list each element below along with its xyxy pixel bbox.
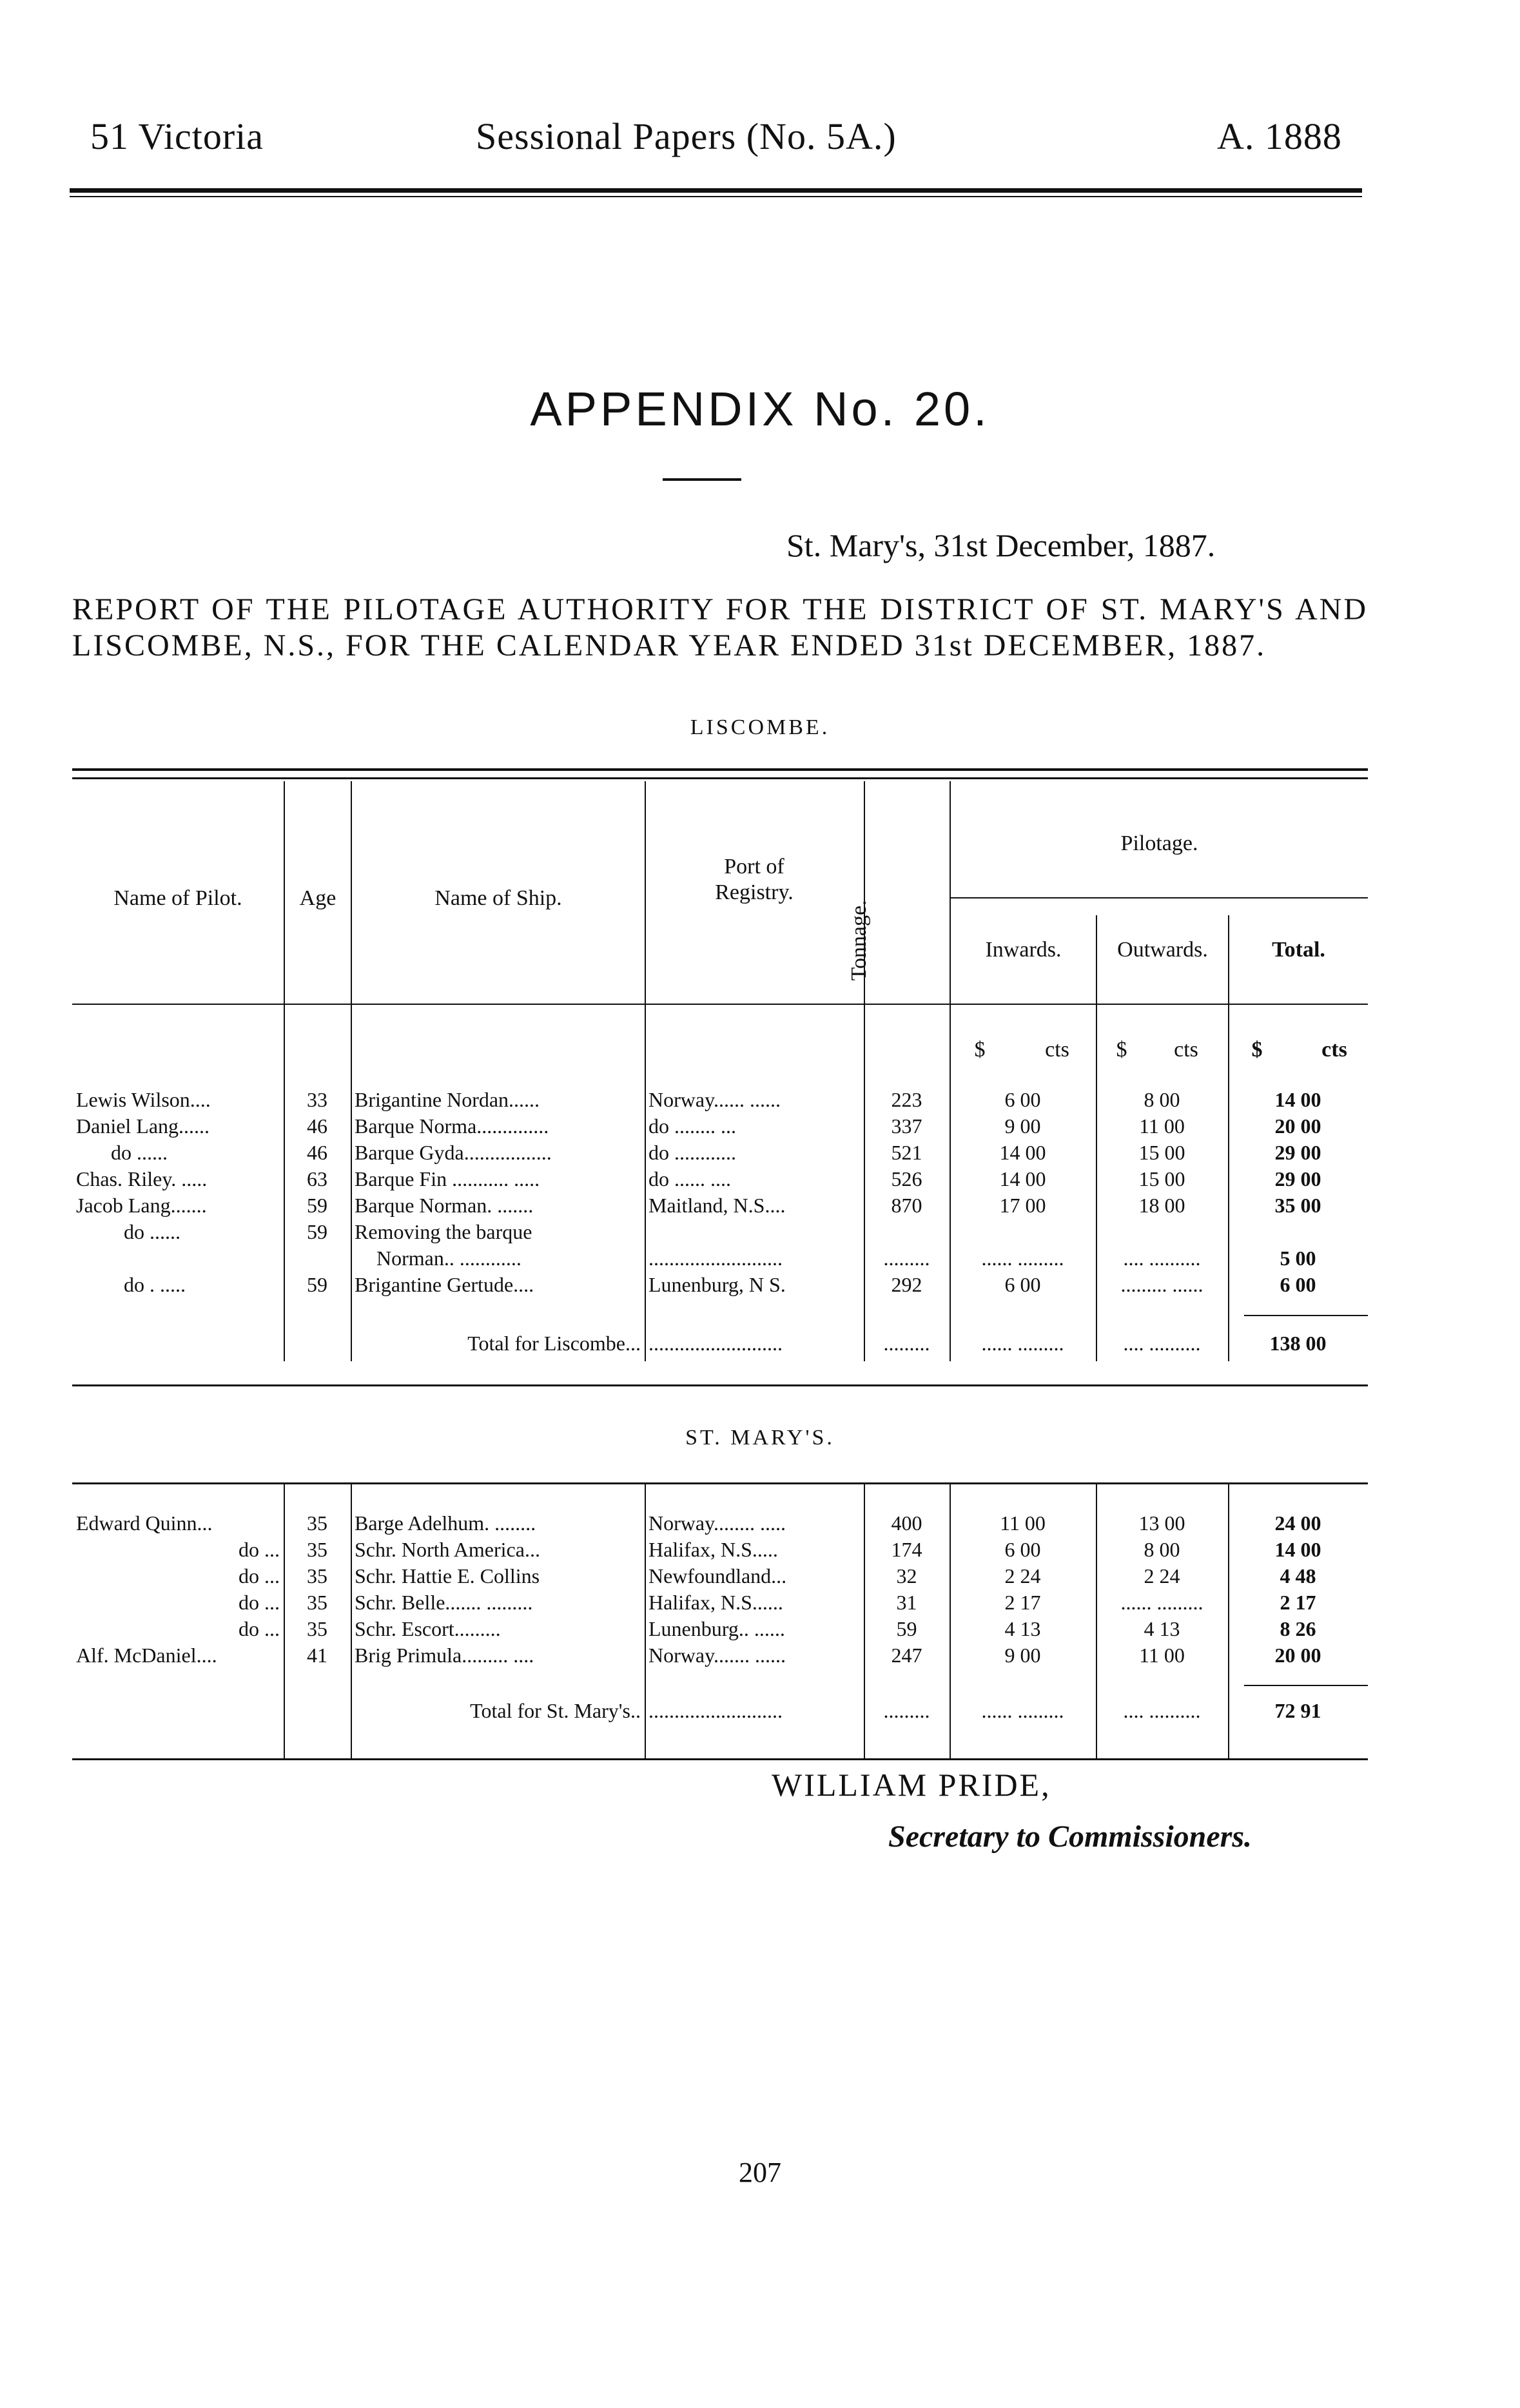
pilot-cell: do ... xyxy=(239,1617,280,1640)
pilotage-rule xyxy=(951,897,1368,898)
table-row xyxy=(72,1220,1368,1247)
port-cell: Norway....... ...... xyxy=(648,1644,786,1667)
unit-dollar-total: $ xyxy=(1251,1038,1263,1062)
outwards-cell: 18 00 xyxy=(1138,1194,1185,1217)
table-row xyxy=(72,1591,1368,1617)
liscombe-table xyxy=(72,1088,1368,1299)
inwards-cell: 14 00 xyxy=(999,1141,1046,1164)
total-cell xyxy=(1228,1220,1368,1247)
col-header-pilotage: Pilotage. xyxy=(1120,831,1198,855)
unit-dollar-inwards: $ xyxy=(974,1038,986,1062)
pilot-cell: do ... xyxy=(239,1538,280,1561)
port-cell: do ............ xyxy=(648,1141,736,1164)
inwards-cell: ...... ......... xyxy=(981,1247,1064,1270)
total-cell: 29 00 xyxy=(1274,1141,1321,1164)
inwards-cell xyxy=(950,1220,1096,1247)
header-left: 51 Victoria xyxy=(90,115,264,157)
tonnage-cell xyxy=(864,1220,950,1247)
outwards-cell: 11 00 xyxy=(1139,1644,1185,1667)
pilot-cell: do ...... xyxy=(111,1141,168,1164)
stmarys-total-label: Total for St. Mary's.. xyxy=(470,1699,641,1722)
signature-title: Secretary to Commissioners. xyxy=(888,1820,1252,1854)
port-cell: Norway........ ..... xyxy=(648,1511,786,1535)
tonnage-cell: 870 xyxy=(891,1194,922,1217)
ship-cell: Schr. Escort......... xyxy=(355,1617,501,1640)
pilot-cell: Edward Quinn... xyxy=(76,1511,213,1535)
ship-cell: Brigantine Nordan...... xyxy=(355,1088,540,1111)
unit-cents-total: cts xyxy=(1321,1038,1347,1062)
table-row xyxy=(72,1194,1368,1220)
pilot-cell: do ... xyxy=(239,1591,280,1614)
table-row xyxy=(72,1088,1368,1114)
port-cell: Newfoundland... xyxy=(648,1564,787,1588)
ship-cell: Removing the barque xyxy=(355,1220,532,1243)
ship-cell: Barque Fin ........... ..... xyxy=(355,1167,540,1190)
col-header-inwards: Inwards. xyxy=(985,938,1062,962)
table-row xyxy=(72,1511,1368,1538)
total-cell: 5 00 xyxy=(1280,1247,1316,1270)
tonnage-cell: 526 xyxy=(891,1167,922,1190)
age-cell: 35 xyxy=(307,1511,327,1535)
inwards-cell: 6 00 xyxy=(1004,1273,1041,1296)
liscombe-total-value: 138 00 xyxy=(1269,1332,1327,1355)
tonnage-cell: 31 xyxy=(896,1591,917,1614)
tonnage-cell: 337 xyxy=(891,1114,922,1138)
liscombe-total-port-dots: .......................... xyxy=(648,1332,783,1355)
pilot-cell: Daniel Lang...... xyxy=(76,1114,210,1138)
inwards-cell: 14 00 xyxy=(999,1167,1046,1190)
tonnage-cell: 174 xyxy=(891,1538,922,1561)
age-cell: 59 xyxy=(307,1220,327,1243)
tonnage-cell: 59 xyxy=(896,1617,917,1640)
age-cell: 35 xyxy=(307,1591,327,1614)
col-header-port: Port of Registry. xyxy=(715,855,794,904)
age-cell: 35 xyxy=(307,1617,327,1640)
col-header-tonnage: Tonnage. xyxy=(847,900,871,981)
inwards-cell: 4 13 xyxy=(1004,1617,1041,1640)
total-cell: 29 00 xyxy=(1274,1167,1321,1190)
header-center: Sessional Papers (No. 5A.) xyxy=(476,115,897,157)
ship-cell: Barque Norma.............. xyxy=(355,1114,549,1138)
total-cell: 20 00 xyxy=(1274,1644,1321,1667)
outwards-cell: 15 00 xyxy=(1138,1141,1185,1164)
stmarys-rows xyxy=(72,1511,1368,1670)
liscombe-total-label: Total for Liscombe... xyxy=(467,1332,641,1355)
port-cell: Halifax, N.S..... xyxy=(648,1538,778,1561)
port-cell: do ...... .... xyxy=(648,1167,731,1190)
stmarys-total-table xyxy=(72,1699,1368,1725)
pilot-cell: Jacob Lang....... xyxy=(76,1194,207,1217)
dateline: St. Mary's, 31st December, 1887. xyxy=(786,527,1216,563)
pilot-cell xyxy=(72,1247,284,1273)
total-cell: 6 00 xyxy=(1280,1273,1316,1296)
table-row xyxy=(72,1644,1368,1670)
liscombe-sum-rule xyxy=(1244,1315,1368,1316)
port-cell: Norway...... ...... xyxy=(648,1088,781,1111)
ship-cell: Barque Gyda................. xyxy=(355,1141,552,1164)
pilot-cell: Alf. McDaniel.... xyxy=(76,1644,217,1667)
pilot-cell: do ... xyxy=(239,1564,280,1588)
stmarys-total-port-dots: .......................... xyxy=(648,1699,783,1722)
port-cell xyxy=(645,1220,864,1247)
total-cell: 24 00 xyxy=(1274,1511,1321,1535)
inwards-cell: 2 24 xyxy=(1004,1564,1041,1588)
outwards-cell: 2 24 xyxy=(1144,1564,1180,1588)
tonnage-cell: 223 xyxy=(891,1088,922,1111)
col-header-pilot: Name of Pilot. xyxy=(113,886,242,910)
table-row xyxy=(72,1141,1368,1167)
inwards-cell: 9 00 xyxy=(1004,1644,1041,1667)
report-title: REPORT OF THE PILOTAGE AUTHORITY FOR THE DISTRICT OF ST. MARY'S AND LISCOMBE, N.S., FOR THE CALENDAR YEAR ENDED 31st DECEMBER, 1887. xyxy=(72,592,1368,663)
port-cell: do ........ ... xyxy=(648,1114,736,1138)
header-rule-thin xyxy=(70,196,1362,197)
total-cell: 14 00 xyxy=(1274,1538,1321,1561)
table-row xyxy=(72,1114,1368,1141)
inwards-cell: 11 00 xyxy=(1000,1511,1046,1535)
header-right: A. 1888 xyxy=(1217,115,1342,157)
outwards-cell: .... .......... xyxy=(1123,1247,1201,1270)
outwards-cell: 13 00 xyxy=(1138,1511,1185,1535)
outwards-cell: 11 00 xyxy=(1139,1114,1185,1138)
tonnage-cell: ......... xyxy=(883,1247,930,1270)
liscombe-total-outwards-dots: .... .......... xyxy=(1123,1332,1201,1355)
tonnage-cell: 247 xyxy=(891,1644,922,1667)
ship-cell: Brig Primula......... .... xyxy=(355,1644,534,1667)
appendix-title: APPENDIX No. 20. xyxy=(530,382,990,436)
ship-cell: Norman.. ............ xyxy=(376,1247,521,1270)
port-cell: Maitland, N.S.... xyxy=(648,1194,786,1217)
liscombe-total-tonnage-dots: ......... xyxy=(883,1332,930,1355)
col-header-age: Age xyxy=(299,886,336,910)
unit-cents-inwards: cts xyxy=(1045,1038,1069,1062)
liscombe-rows xyxy=(72,1088,1368,1299)
title-rule xyxy=(663,478,741,481)
unit-cents-outwards: cts xyxy=(1174,1038,1198,1062)
liscombe-total-table xyxy=(72,1332,1368,1358)
col-header-total: Total. xyxy=(1272,938,1325,962)
col-header-ship: Name of Ship. xyxy=(434,886,562,910)
total-cell: 14 00 xyxy=(1274,1088,1321,1111)
stmarys-total-row xyxy=(72,1699,1368,1725)
inwards-cell: 17 00 xyxy=(999,1194,1046,1217)
ship-cell: Schr. Belle....... ......... xyxy=(355,1591,533,1614)
table-row xyxy=(72,1273,1368,1299)
total-cell: 20 00 xyxy=(1274,1114,1321,1138)
stmarys-total-inwards-dots: ...... ......... xyxy=(981,1699,1064,1722)
outwards-cell xyxy=(1096,1220,1228,1247)
ship-cell: Schr. North America... xyxy=(355,1538,540,1561)
table-top-rule-2 xyxy=(72,777,1368,779)
ship-cell: Schr. Hattie E. Collins xyxy=(355,1564,540,1588)
outwards-cell: 15 00 xyxy=(1138,1167,1185,1190)
ship-cell: Barge Adelhum. ........ xyxy=(355,1511,536,1535)
head-bottom-rule xyxy=(72,1004,1368,1005)
inwards-cell: 9 00 xyxy=(1004,1114,1041,1138)
ship-cell: Brigantine Gertude.... xyxy=(355,1273,534,1296)
stmarys-bottom-rule xyxy=(72,1758,1368,1760)
outwards-cell: 8 00 xyxy=(1144,1088,1180,1111)
total-cell: 2 17 xyxy=(1280,1591,1316,1614)
liscombe-bottom-rule xyxy=(72,1384,1368,1386)
unit-dollar-outwards: $ xyxy=(1116,1038,1127,1062)
age-cell: 35 xyxy=(307,1564,327,1588)
port-cell: Lunenburg.. ...... xyxy=(648,1617,785,1640)
port-cell: Lunenburg, N S. xyxy=(648,1273,786,1296)
table-row xyxy=(72,1167,1368,1194)
age-cell: 46 xyxy=(307,1141,327,1164)
stmarys-sum-rule xyxy=(1244,1685,1368,1686)
stmarys-top-rule xyxy=(72,1482,1368,1484)
age-cell: 33 xyxy=(307,1088,327,1111)
stmarys-total-tonnage-dots: ......... xyxy=(883,1699,930,1722)
tonnage-cell: 400 xyxy=(891,1511,922,1535)
tonnage-cell: 292 xyxy=(891,1273,922,1296)
age-cell: 63 xyxy=(307,1167,327,1190)
tonnage-cell: 32 xyxy=(896,1564,917,1588)
total-cell: 4 48 xyxy=(1280,1564,1316,1588)
outwards-cell: ...... ......... xyxy=(1120,1591,1203,1614)
stmarys-total-outwards-dots: .... .......... xyxy=(1123,1699,1201,1722)
stmarys-total-value: 72 91 xyxy=(1274,1699,1321,1722)
pilot-cell: do . ..... xyxy=(124,1273,186,1296)
pilot-cell: Lewis Wilson.... xyxy=(76,1088,211,1111)
header-rule-thick xyxy=(70,188,1362,193)
page-number: 207 xyxy=(739,2157,781,2188)
section-title-liscombe: LISCOMBE. xyxy=(690,715,830,739)
ship-cell: Barque Norman. ....... xyxy=(355,1194,534,1217)
tonnage-cell: 521 xyxy=(891,1141,922,1164)
liscombe-total-row xyxy=(72,1332,1368,1358)
age-cell: 46 xyxy=(307,1114,327,1138)
port-cell: .......................... xyxy=(648,1247,783,1270)
age-cell: 59 xyxy=(307,1194,327,1217)
section-title-st-marys: ST. MARY'S. xyxy=(685,1426,835,1450)
table-row xyxy=(72,1538,1368,1564)
outwards-cell: ......... ...... xyxy=(1120,1273,1203,1296)
age-cell: 41 xyxy=(307,1644,327,1667)
port-cell: Halifax, N.S...... xyxy=(648,1591,783,1614)
inwards-cell: 6 00 xyxy=(1004,1538,1041,1561)
signature-name: WILLIAM PRIDE, xyxy=(772,1767,1051,1803)
inwards-cell: 2 17 xyxy=(1004,1591,1041,1614)
total-cell: 8 26 xyxy=(1280,1617,1316,1640)
stmarys-table xyxy=(72,1511,1368,1670)
inwards-cell: 6 00 xyxy=(1004,1088,1041,1111)
total-cell: 35 00 xyxy=(1274,1194,1321,1217)
table-row xyxy=(72,1617,1368,1644)
table-row xyxy=(72,1564,1368,1591)
age-cell xyxy=(284,1247,351,1273)
col-header-outwards: Outwards. xyxy=(1117,938,1208,962)
pilot-cell: Chas. Riley. ..... xyxy=(76,1167,208,1190)
outwards-cell: 8 00 xyxy=(1144,1538,1180,1561)
table-row xyxy=(72,1247,1368,1273)
liscombe-total-inwards-dots: ...... ......... xyxy=(981,1332,1064,1355)
pilot-cell: do ...... xyxy=(124,1220,180,1243)
outwards-cell: 4 13 xyxy=(1144,1617,1180,1640)
age-cell: 59 xyxy=(307,1273,327,1296)
table-top-rule-1 xyxy=(72,768,1368,771)
age-cell: 35 xyxy=(307,1538,327,1561)
